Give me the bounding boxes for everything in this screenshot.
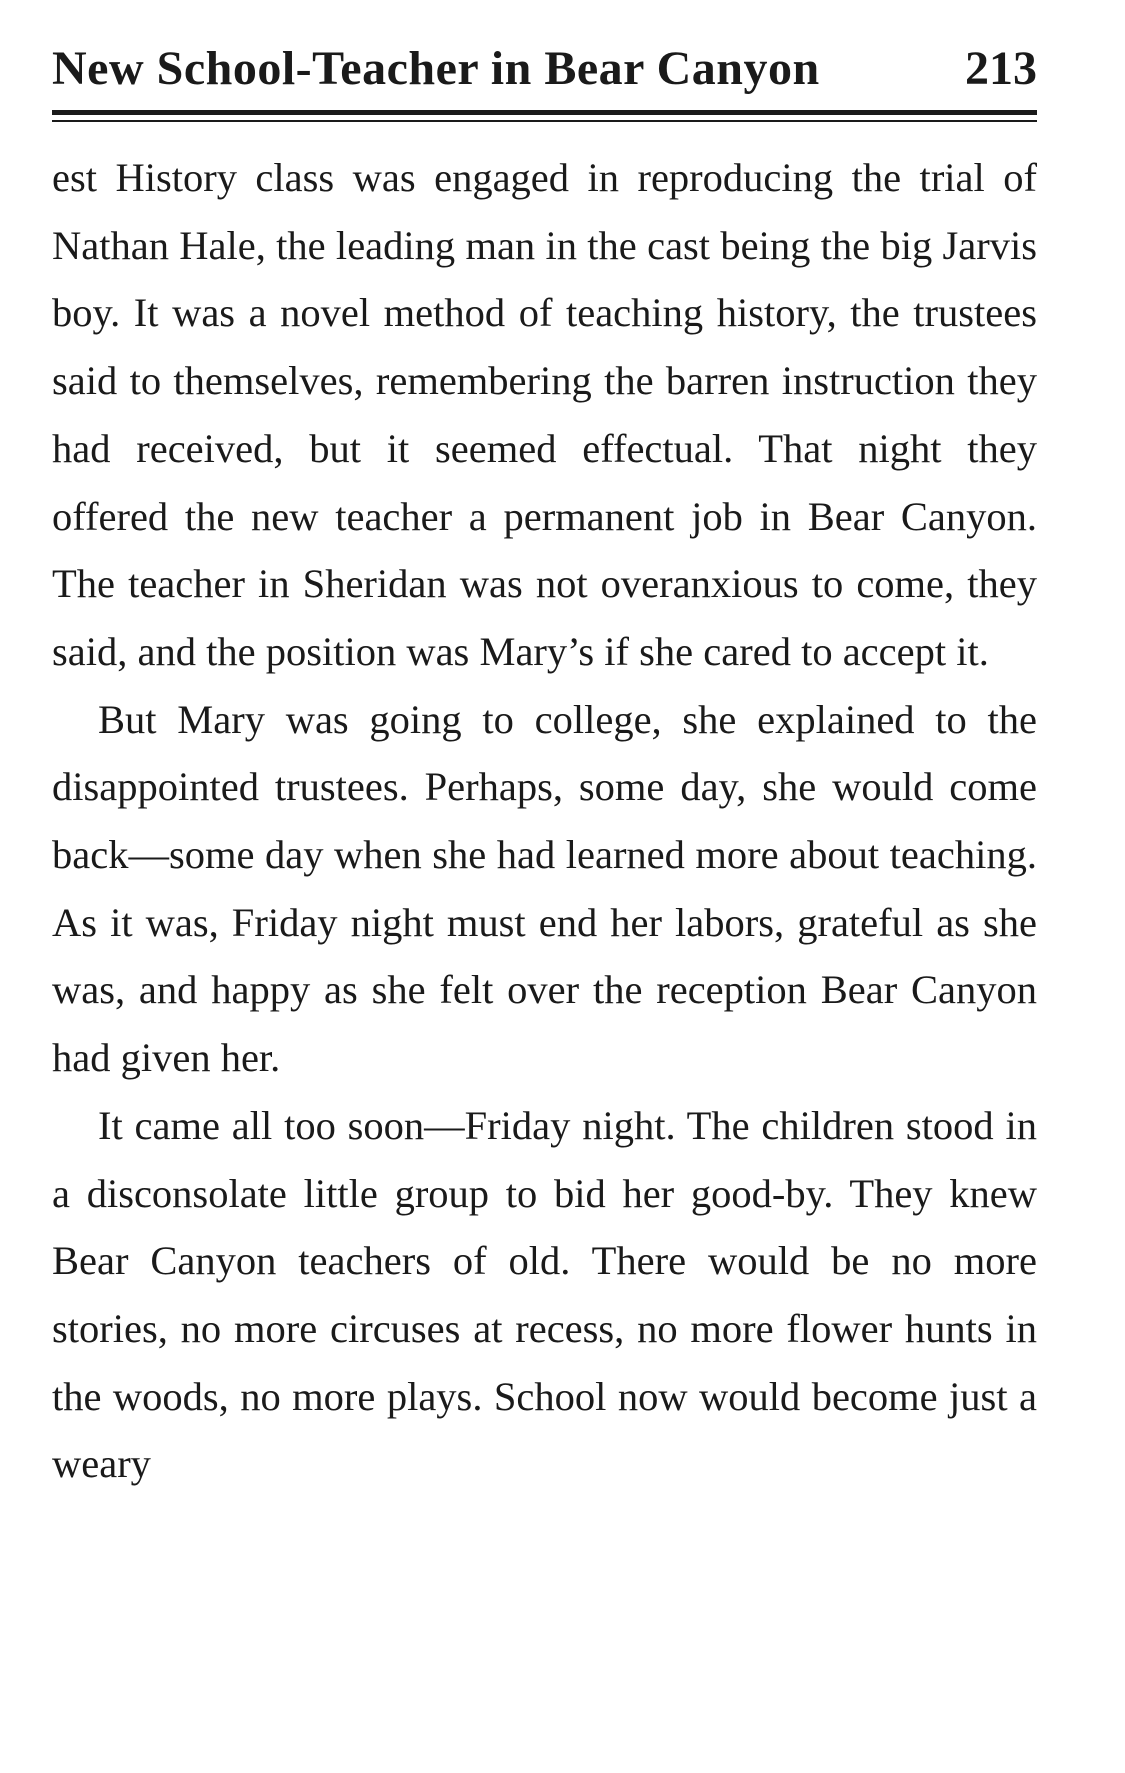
paragraph-continued: est History class was engaged in reproducing the trial of Nathan Hale, the leading man in the cast being the big Jarvis boy. It was a novel method of teaching history, the trustees said to themselves, remembering the barren instruction they had received, but it seemed effectual. That night they offered the new teacher a permanent job in Bear Canyon. The teacher in Sheridan was not overanxious to come, they said, and the position was Mary’s if she cared to accept it. xyxy=(52,155,1037,674)
header-rule-thin xyxy=(52,120,1037,122)
running-head xyxy=(52,34,1037,104)
paragraph: It came all too soon—Friday night. The children stood in a disconsolate little group to bid her good-by. They knew Bear Canyon teachers of old. There would be no more stories, no more circuses at recess, no more flower hunts in the woods, no more plays. School now would become just a weary xyxy=(52,1102,1037,1487)
running-title: New School-Teacher in Bear Canyon xyxy=(52,42,820,95)
body-text xyxy=(52,144,1037,1498)
header-rule-thick xyxy=(52,110,1037,115)
paragraph: But Mary was going to college, she explained to the disappointed trustees. Perhaps, some day, she would come back—some day when she had learned more about teaching. As it was, Friday night must end her labors, grateful as she was, and happy as she felt over the reception Bear Canyon had given her. xyxy=(52,696,1037,1081)
page-number: 213 xyxy=(965,42,1037,95)
